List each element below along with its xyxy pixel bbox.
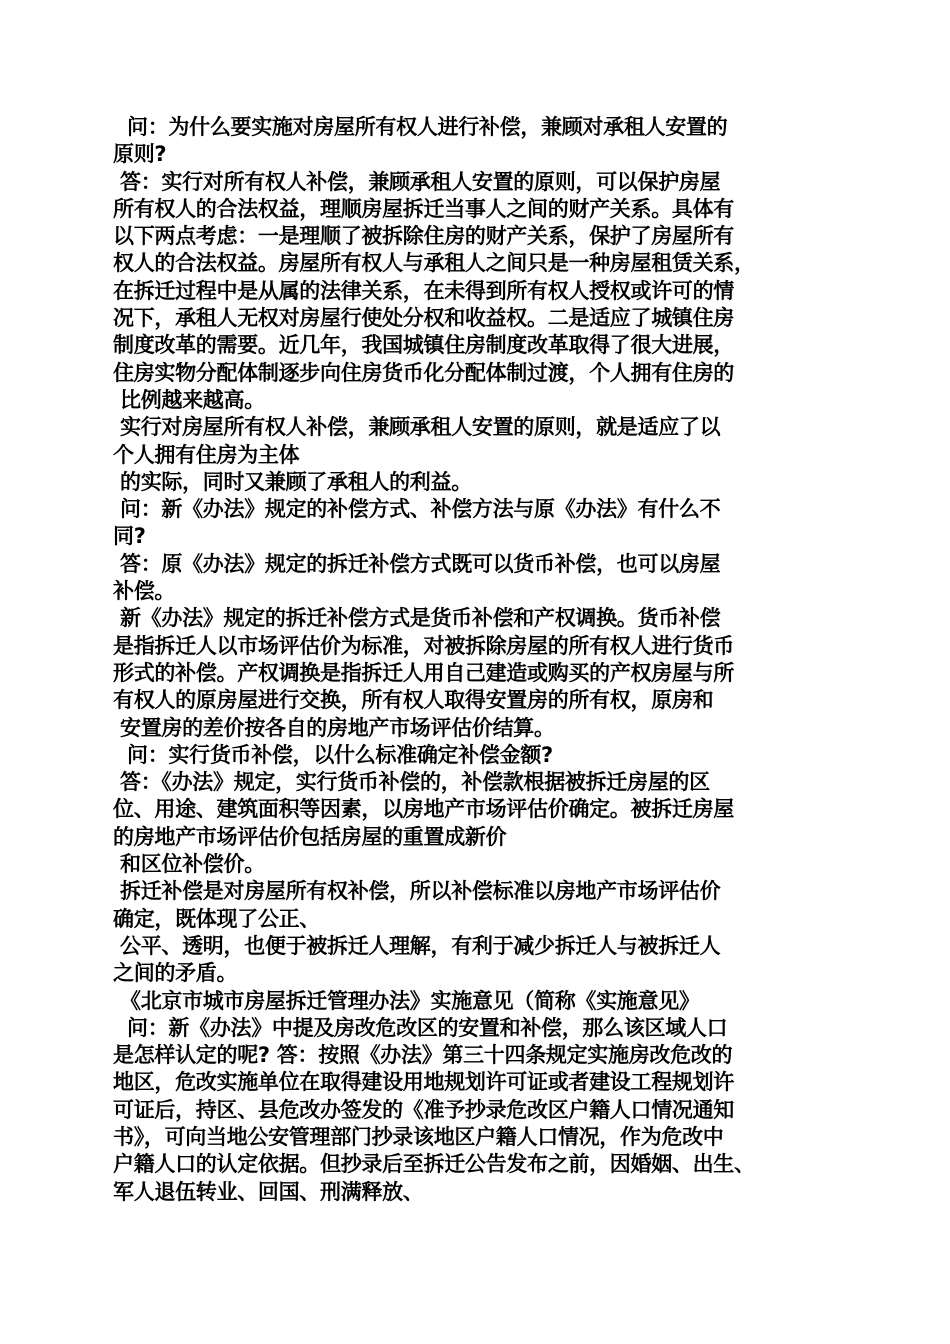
text-line: 在拆迁过程中是从属的法律关系，在未得到所有权人授权或许可的情	[113, 278, 734, 303]
text-line: 原则?	[113, 142, 167, 167]
text-line: 补偿。	[113, 579, 176, 604]
text-line: 形式的补偿。产权调换是指拆迁人用自己建造或购买的产权房屋与所	[113, 660, 734, 685]
text-line: 位、用途、建筑面积等因素，以房地产市场评估价确定。被拆迁房屋	[113, 797, 734, 822]
text-line: 新《办法》规定的拆迁补偿方式是货币补偿和产权调换。货币补偿	[113, 606, 721, 631]
text-line: 有权人的原房屋进行交换，所有权人取得安置房的所有权，原房和	[113, 688, 714, 713]
text-line: 答：《办法》规定，实行货币补偿的，补偿款根据被拆迁房屋的区	[113, 770, 710, 795]
text-line: 和区位补偿价。	[113, 852, 265, 877]
text-line: 问：实行货币补偿，以什么标准确定补偿金额?	[113, 742, 553, 767]
text-line: 以下两点考虑：一是理顺了被拆除住房的财产关系，保护了房屋所有	[113, 224, 734, 249]
text-line: 可证后，持区、县危改办签发的《准予抄录危改区户籍人口情况通知	[113, 1097, 734, 1122]
document-body	[113, 114, 853, 1206]
text-line: 答：实行对所有权人补偿，兼顾承租人安置的原则，可以保护房屋	[113, 169, 721, 194]
text-line: 军人退伍转业、回国、刑满释放、	[113, 1179, 424, 1204]
text-line: 问：新《办法》规定的补偿方式、补偿方法与原《办法》有什么不	[113, 497, 721, 522]
text-line: 书》，可向当地公安管理部门抄录该地区户籍人口情况，作为危改中	[113, 1124, 724, 1149]
text-line: 比例越来越高。	[113, 387, 265, 412]
text-line: 的房地产市场评估价包括房屋的重置成新价	[113, 824, 507, 849]
text-line: 是怎样认定的呢? 答：按照《办法》第三十四条规定实施房改危改的	[113, 1043, 733, 1068]
text-line: 制度改革的需要。近几年，我国城镇住房制度改革取得了很大进展，	[113, 333, 734, 358]
text-line: 确定，既体现了公正、	[113, 906, 320, 931]
text-line: 同?	[113, 524, 146, 549]
text-line: 是指拆迁人以市场评估价为标准，对被拆除房屋的所有权人进行货币	[113, 633, 734, 658]
text-line: 拆迁补偿是对房屋所有权补偿，所以补偿标准以房地产市场评估价	[113, 879, 721, 904]
text-line: 《北京市城市房屋拆迁管理办法》实施意见（简称《实施意见》	[113, 988, 700, 1013]
text-line: 况下，承租人无权对房屋行使处分权和收益权。二是适应了城镇住房	[113, 306, 734, 331]
text-line: 所有权人的合法权益，理顺房屋拆迁当事人之间的财产关系。具体有	[113, 196, 734, 221]
text-line: 答：原《办法》规定的拆迁补偿方式既可以货币补偿，也可以房屋	[113, 551, 721, 576]
text-line: 权人的合法权益。房屋所有权人与承租人之间只是一种房屋租赁关系，	[113, 251, 755, 276]
text-line: 的实际，同时又兼顾了承租人的利益。	[113, 469, 472, 494]
text-line: 公平、透明，也便于被拆迁人理解，有利于减少拆迁人与被拆迁人	[113, 933, 721, 958]
text-line: 户籍人口的认定依据。但抄录后至拆迁公告发布之前，因婚姻、出生、	[113, 1152, 755, 1177]
text-line: 问：为什么要实施对房屋所有权人进行补偿，兼顾对承租人安置的	[113, 115, 728, 139]
text-line: 安置房的差价按各自的房地产市场评估价结算。	[113, 715, 555, 740]
text-line: 地区，危改实施单位在取得建设用地规划许可证或者建设工程规划许	[113, 1070, 734, 1095]
text-line: 之间的矛盾。	[113, 961, 238, 986]
text-line: 住房实物分配体制逐步向住房货币化分配体制过渡，个人拥有住房的	[113, 360, 734, 385]
text-line: 实行对房屋所有权人补偿，兼顾承租人安置的原则，就是适应了以	[113, 415, 721, 440]
text-line: 问：新《办法》中提及房改危改区的安置和补偿，那么该区域人口	[113, 1015, 728, 1040]
text-line: 个人拥有住房为主体	[113, 442, 300, 467]
